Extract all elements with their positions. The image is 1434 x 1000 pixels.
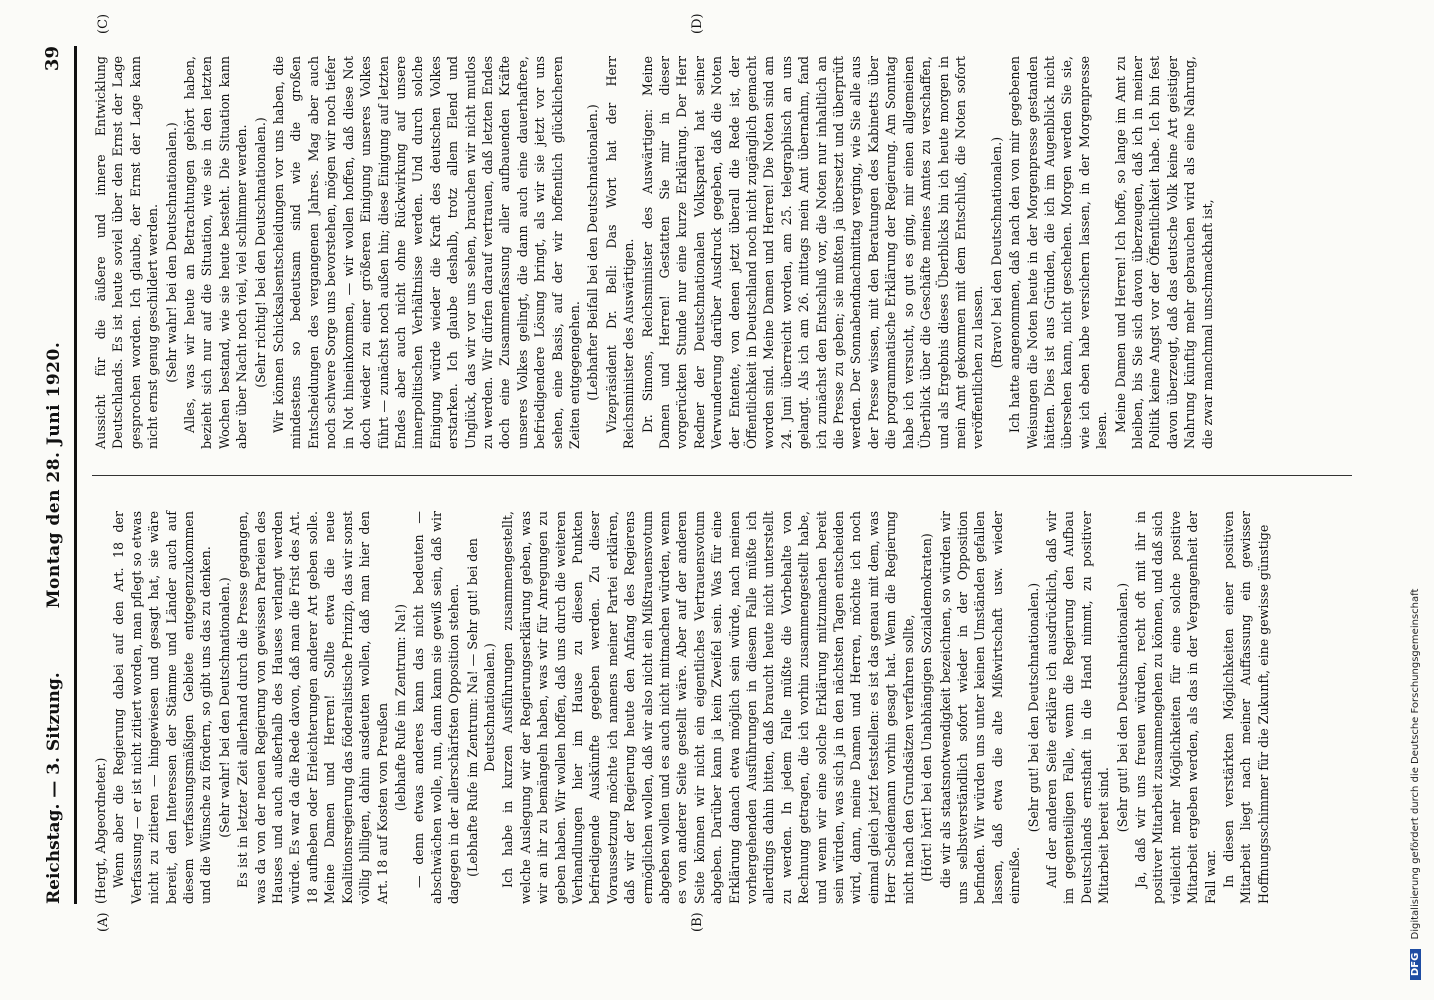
funding-footer bbox=[1410, 20, 1421, 980]
paragraph: In diesen verstärkten Möglichkeiten einer positiven Mitarbeit liegt nach meiner Auffassung ein gewisser Hoffnungsschimmer für die Zukunft, eine gewisse günstige bbox=[1221, 511, 1271, 904]
paragraph: Wenn aber die Regierung dabei auf den Art. 18 der Verfassung — er ist nicht zitiert worden, man pflegt so etwas nicht zu zitieren — hingewiesen und gesagt hat, sie wäre bereit, den Interessen der Stämme und Länder auch auf diesem verfassungsmäßigen Gebiete entgegenzukommen und die Wünsche zu fördern, so gibt uns das zu denken. bbox=[111, 511, 214, 904]
right-text-column bbox=[92, 56, 1217, 449]
header-date: Montag den 28. Juni 1920. bbox=[44, 341, 64, 609]
page-number: 39 bbox=[42, 46, 63, 72]
margin-mark-a: (A) bbox=[96, 912, 111, 932]
column-divider bbox=[92, 475, 1352, 476]
interjection: (Bravo! bei den Deutschnationalen.) bbox=[988, 136, 1004, 369]
margin-mark-b: (B) bbox=[690, 912, 705, 932]
paragraph: die wir als staatsnotwendigkeit bezeichnen, so würden wir uns selbstverständlich sofort wieder in der Opposition befinden. Wir würden uns unter keinen Umständen gefallen lassen, daß etwa die alte Mißwirtschaft usw. wieder einreiße. bbox=[937, 511, 1023, 904]
header-session: Reichstag. — 3. Sitzung. bbox=[44, 672, 64, 904]
paragraph: Aussicht für die äußere und innere Entwicklung Deutschlands. Es ist heute soviel über den Ernst der Lage gesprochen worden. Ich glaube, der Ernst der Lage kann nicht ernst genug geschildert werden. bbox=[93, 56, 161, 449]
paragraph: Ja, daß wir uns freuen würden, recht oft mit ihr in positiver Mitarbeit zusammengehen zu können, und daß sich vielleicht mehr Möglichkeiten für eine solche positive Mitarbeit ergeben werden, als das in der Vergangenheit der Fall war. bbox=[1132, 511, 1218, 904]
paragraph: Ich habe in kurzen Ausführungen zusammengestellt, welche Auslegung wir der Regierungserklärung geben, was wir an ihr zu bemängeln haben, was wir für Anregungen zu geben haben. Wir wollen hoffen, daß uns durch die weiteren Verhandlungen hier im Hause zu diesen Punkten befriedigende Auskünfte gegeben werden. Zu dieser Voraussetzung möchte ich namens meiner Partei erklären, daß wir der Regierung heute den Anfang des Regierens ermöglichen wollen, daß wir also nicht ein Mißtrauensvotum abgeben wollen und es auch nicht mitmachen würden, wenn es von anderer Seite gestellt wäre. Aber auf der anderen Seite können wir nicht ein eigentliches Vertrauensvotum abgeben. Darüber kann ja kein Zweifel sein. Was für eine Erklärung danach etwa möglich sein würde, nach meinen vorhergehenden Ausführungen in diesem Falle müßte ich allerdings dahin bitten, daß braucht heute nicht unterstellt zu werden. In jedem Falle müßte die Vorbehalte von Rechnung getragen, die ich vorhin zusammengestellt habe, und wenn wir eine solche Erklärung mitzumachen bereit sein würden, was sich ja in den nächsten Tagen entscheiden wird, dann, meine Damen und Herren, möchte ich noch einmal gleich jetzt feststellen: es ist das genau mit dem, was Herr Scheidemann vorhin gesagt hat. Wenn die Regierung nicht nach den Grundsätzen verfahren sollte, bbox=[500, 511, 916, 904]
margin-mark-c: (C) bbox=[96, 13, 111, 34]
interjection: (Sehr gut! bei den Deutschnationalen.) bbox=[1025, 582, 1041, 833]
interjection: (lebhafte Rufe im Zentrum: Na!) bbox=[392, 603, 408, 812]
interjection: (Sehr richtig! bei den Deutschnationalen.) bbox=[252, 117, 268, 388]
paragraph: Es ist in letzter Zeit allerhand durch die Presse gegangen, was da von der neuen Regierung von gewissen Parteien des Hauses und auch außerhalb des Hauses verlangt werden würde. Es war da die Rede davon, daß man die Frist des Art. 18 aufheben oder Erleichterungen anderer Art geben solle. Meine Damen und Herren! Sollte etwa die neue Koalitionsregierung das föderalistische Prinzip, das wir sonst völlig billigen, dahin ausdeuten wollen, daß man hier den Art. 18 auf Kosten von Preußen bbox=[235, 511, 390, 904]
paragraph: Wir können Schicksalsentscheidungen vor uns haben, die mindestens so bedeutsam sind wie die großen Entscheidungen des vergangenen Jahres. Mag aber auch noch schwere Sorge uns bevorstehen, mögen wir noch tiefer in Not hineinkommen, — wir wollen hoffen, daß diese Not doch wieder zu einer größeren Einigung unseres Volkes führt — zunächst noch außen hin; diese Einigung auf letzten Endes aber auch nicht ohne Rückwirkung auf unsere innerpolitischen Verhältnisse werden. Und durch solche Einigung würde wieder die Kraft des deutschen Volkes erstarken. Ich glaube deshalb, trotz allem Elend und Unglück, das wir vor uns sehen, brauchen wir nicht mutlos zu werden. Wir dürfen darauf vertrauen, daß letzten Endes doch eine Zusammenfassung aller aufbauenden Kräfte unseres Volkes gelingt, die dann auch eine dauerhaftere, befriedigendere Lösung bringt, als wir sie jetzt vor uns sehen, eine Basis, auf der wir hoffentlich glücklicheren Zeiten entgegengehen. bbox=[271, 56, 582, 449]
left-text-column bbox=[92, 511, 1273, 904]
interjection: (Sehr wahr! bei den Deutschnationalen.) bbox=[216, 577, 232, 838]
funding-note: Digitalisierung gefördert durch die Deutsche Forschungsgemeinschaft bbox=[1410, 588, 1421, 940]
paragraph: Alles, was wir heute an Betrachtungen gehört haben, bezieht sich nur auf die Situation, wie sie in den letzten Wochen bestand, wie sie heute besteht. Die Situation kann aber über Nacht noch viel, viel schlimmer werden. bbox=[182, 56, 250, 449]
interjection: (Sehr gut! bei den Deutschnationalen.) bbox=[1114, 582, 1130, 833]
dfg-logo: DFG bbox=[1410, 949, 1421, 980]
interjection: (Sehr wahr! bei den Deutschnationalen.) bbox=[163, 122, 179, 383]
speaker-line: (Hergt, Abgeordneter.) bbox=[93, 757, 108, 904]
paragraph: — denn etwas anderes kann das nicht bedeuten — abschwächen wolle, nun, dann kann sie gewiß sein, daß wir dagegen in der allerschärfsten Opposition stehen. bbox=[411, 511, 462, 904]
page-header bbox=[34, 46, 77, 904]
interjection: (Lebhafte Rufe im Zentrum: Na! — Sehr gut! bei den Deutschnationalen.) bbox=[464, 538, 497, 877]
paragraph: Auf der anderen Seite erkläre ich ausdrücklich, daß wir im gegenteiligen Falle, wenn die Regierung den Aufbau Deutschlands ernsthaft in die Hand nimmt, zu positiver Mitarbeit bereit sind. bbox=[1043, 511, 1112, 904]
paragraph: Ich hatte angenommen, daß nach den von mir gegebenen Weisungen die Noten heute in der Morgenpresse gestanden hätten. Dies ist aus Gründen, die ich im Augenblick nicht übersehen kann, nicht geschehen. Morgen werden Sie sie, wie ich eben habe versichern lassen, in der Morgenpresse lesen. bbox=[1007, 56, 1110, 449]
paragraph: Meine Damen und Herren! Ich hoffe, so lange im Amt zu bleiben, bis Sie sich davon überzeugen, daß ich in meiner Politik keine Angst vor der Öffentlichkeit habe. Ich bin fest davon überzeugt, daß das deutsche Volk keine Art geistiger Nahrung künftig mehr gebrauchen wird als eine Nahrung, die zwar manchmal unschmackhaft ist, bbox=[1112, 56, 1215, 449]
interjection: (Hört! hört! bei den Unabhängigen Sozialdemokraten) bbox=[919, 533, 935, 882]
margin-mark-d: (D) bbox=[690, 13, 705, 34]
speech-paragraph: Dr. Simons, Reichsminister des Auswärtigen: Meine Damen und Herren! Gestatten Sie mir in dieser vorgerückten Stunde nur eine kurze Erklärung. Der Herr Redner der Deutschnationalen Volkspartei hat seiner Verwunderung darüber Ausdruck gegeben, daß die Noten der Entente, von denen jetzt überall die Rede ist, der Öffentlichkeit in Deutschland noch nicht zugänglich gemacht worden sind. Meine Damen und Herren! Die Noten sind am 24. Juni überreicht worden, am 25. telegraphisch an uns gelangt. Als ich am 26. mittags mein Amt übernahm, fand ich zunächst den Entschluß vor, die Noten nur inhaltlich an die Presse zu geben; sie mußten ja übersetzt und überprüft werden. Der Sonnabendnachmittag verging, wie Sie alle aus der Presse wissen, mit den Beratungen des Kabinetts über die programmatische Erklärung der Regierung. Am Sonntag habe ich versucht, so gut es ging, mir einen allgemeinen Überblick über die Geschäfte meines Amtes zu verschaffen, und als Ergebnis dieses Überblicks bin ich heute morgen in mein Amt gekommen mit dem Entschluß, die Noten sofort veröffentlichen zu lassen. bbox=[639, 56, 986, 449]
speaker-line: Vizepräsident Dr. Bell: Das Wort hat der Herr Reichsminister des Auswärtigen. bbox=[603, 56, 637, 449]
interjection: (Lebhafter Beifall bei den Deutschnationalen.) bbox=[585, 104, 601, 401]
